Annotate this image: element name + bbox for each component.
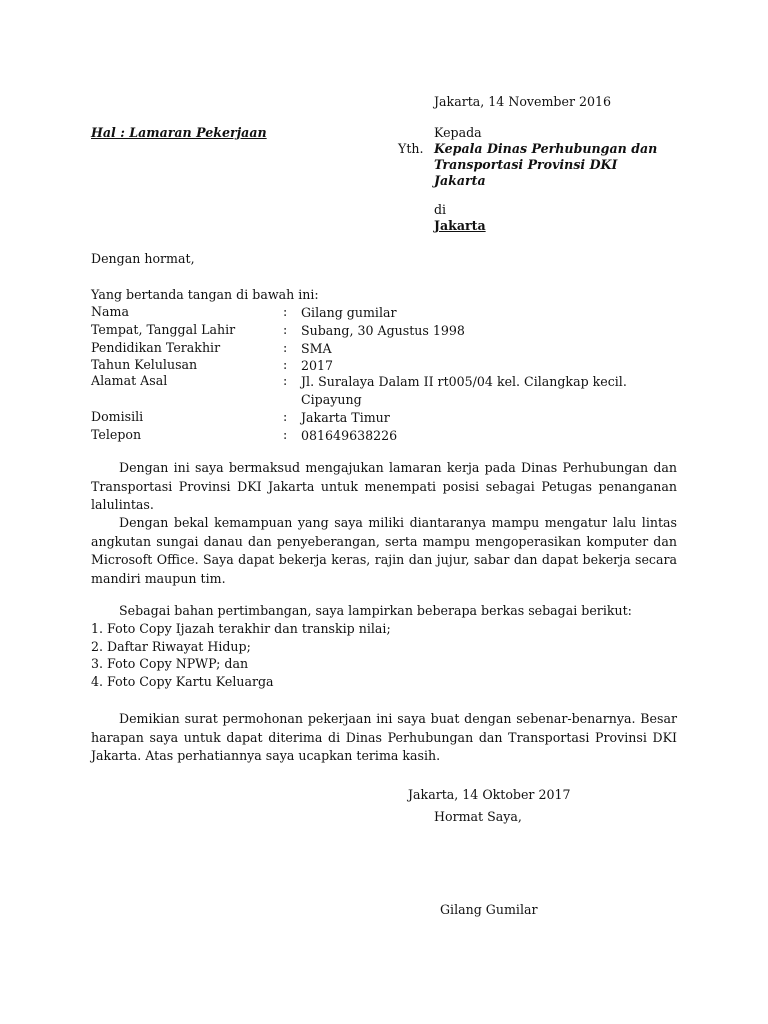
- recipient-kepada: Kepada: [434, 125, 482, 140]
- attachment-item: 3. Foto Copy NPWP; dan: [91, 656, 249, 671]
- identity-colon: :: [283, 409, 288, 424]
- identity-label: Pendidikan Terakhir: [91, 340, 221, 355]
- recipient-line-1: Kepala Dinas Perhubungan dan: [434, 141, 658, 156]
- identity-row-nama: [91, 304, 651, 322]
- recipient-city: Jakarta: [434, 218, 486, 233]
- recipient-line-3: Jakarta: [434, 173, 486, 188]
- body-paragraph-1: Dengan ini saya bermaksud mengajukan lamaran kerja pada Dinas Perhubungan dan Transportasi Provinsi DKI Jakarta untuk menempati posisi sebagai Petugas penanganan lalulintas.: [91, 460, 677, 512]
- identity-label: Nama: [91, 304, 129, 319]
- identity-label: Tahun Kelulusan: [91, 357, 198, 372]
- recipient-yth: Yth.: [398, 141, 424, 156]
- identity-value: Subang, 30 Agustus 1998: [301, 323, 465, 338]
- closing-paragraph: Demikian surat permohonan pekerjaan ini saya buat dengan sebenar-benarnya. Besar harapan saya untuk dapat diterima di Dinas Perhubungan dan Transportasi Provinsi DKI Jakarta. Atas perhatiannya saya ucapkan terima kasih.: [91, 711, 677, 763]
- identity-colon: :: [283, 357, 288, 372]
- identity-row-alamat-asal: [91, 373, 651, 409]
- identity-label: Telepon: [91, 427, 142, 442]
- identity-value: Jakarta Timur: [301, 410, 390, 425]
- identity-colon: :: [283, 304, 288, 319]
- letter-date-top: Jakarta, 14 November 2016: [434, 94, 612, 109]
- identity-row-pendidikan: [91, 340, 651, 358]
- identity-value: Gilang gumilar: [301, 305, 397, 320]
- attachment-item: 4. Foto Copy Kartu Keluarga: [91, 674, 274, 689]
- letter-salutation: Hormat Saya,: [434, 809, 522, 824]
- signature-name: Gilang Gumilar: [440, 902, 538, 917]
- identity-row-tempat-tanggal-lahir: [91, 322, 651, 340]
- identity-value: 081649638226: [301, 428, 398, 443]
- identity-label: Domisili: [91, 409, 144, 424]
- recipient-di: di: [434, 202, 447, 217]
- identity-intro: Yang bertanda tangan di bawah ini:: [91, 287, 319, 302]
- attachment-item: 1. Foto Copy Ijazah terakhir dan transkip nilai;: [91, 621, 391, 636]
- identity-row-telepon: [91, 427, 651, 445]
- body-paragraph-2: Dengan bekal kemampuan yang saya miliki diantaranya mampu mengatur lalu lintas angkutan sungai danau dan penyeberangan, serta mampu mengoperasikan komputer dan Microsoft Office. Saya dapat bekerja keras, rajin dan jujur, sabar dan dapat bekerja secara mandiri maupun tim.: [91, 515, 677, 586]
- identity-colon: :: [283, 373, 288, 388]
- attachment-item: 2. Daftar Riwayat Hidup;: [91, 639, 251, 654]
- identity-value: Jl. Suralaya Dalam II rt005/04 kel. Cilangkap kecil. Cipayung: [301, 374, 627, 407]
- identity-label: Alamat Asal: [91, 373, 168, 388]
- letter-date-bottom: Jakarta, 14 Oktober 2017: [408, 787, 571, 802]
- identity-colon: :: [283, 340, 288, 355]
- identity-colon: :: [283, 427, 288, 442]
- identity-value: 2017: [301, 358, 334, 373]
- identity-colon: :: [283, 322, 288, 337]
- letter-subject: Hal : Lamaran Pekerjaan: [91, 125, 267, 140]
- attachments-intro: Sebagai bahan pertimbangan, saya lampirkan beberapa berkas sebagai berikut:: [119, 603, 632, 618]
- recipient-line-2: Transportasi Provinsi DKI: [434, 157, 618, 172]
- identity-label: Tempat, Tanggal Lahir: [91, 322, 236, 337]
- identity-row-domisili: [91, 409, 651, 427]
- identity-value: SMA: [301, 341, 332, 356]
- letter-greeting: Dengan hormat,: [91, 251, 195, 266]
